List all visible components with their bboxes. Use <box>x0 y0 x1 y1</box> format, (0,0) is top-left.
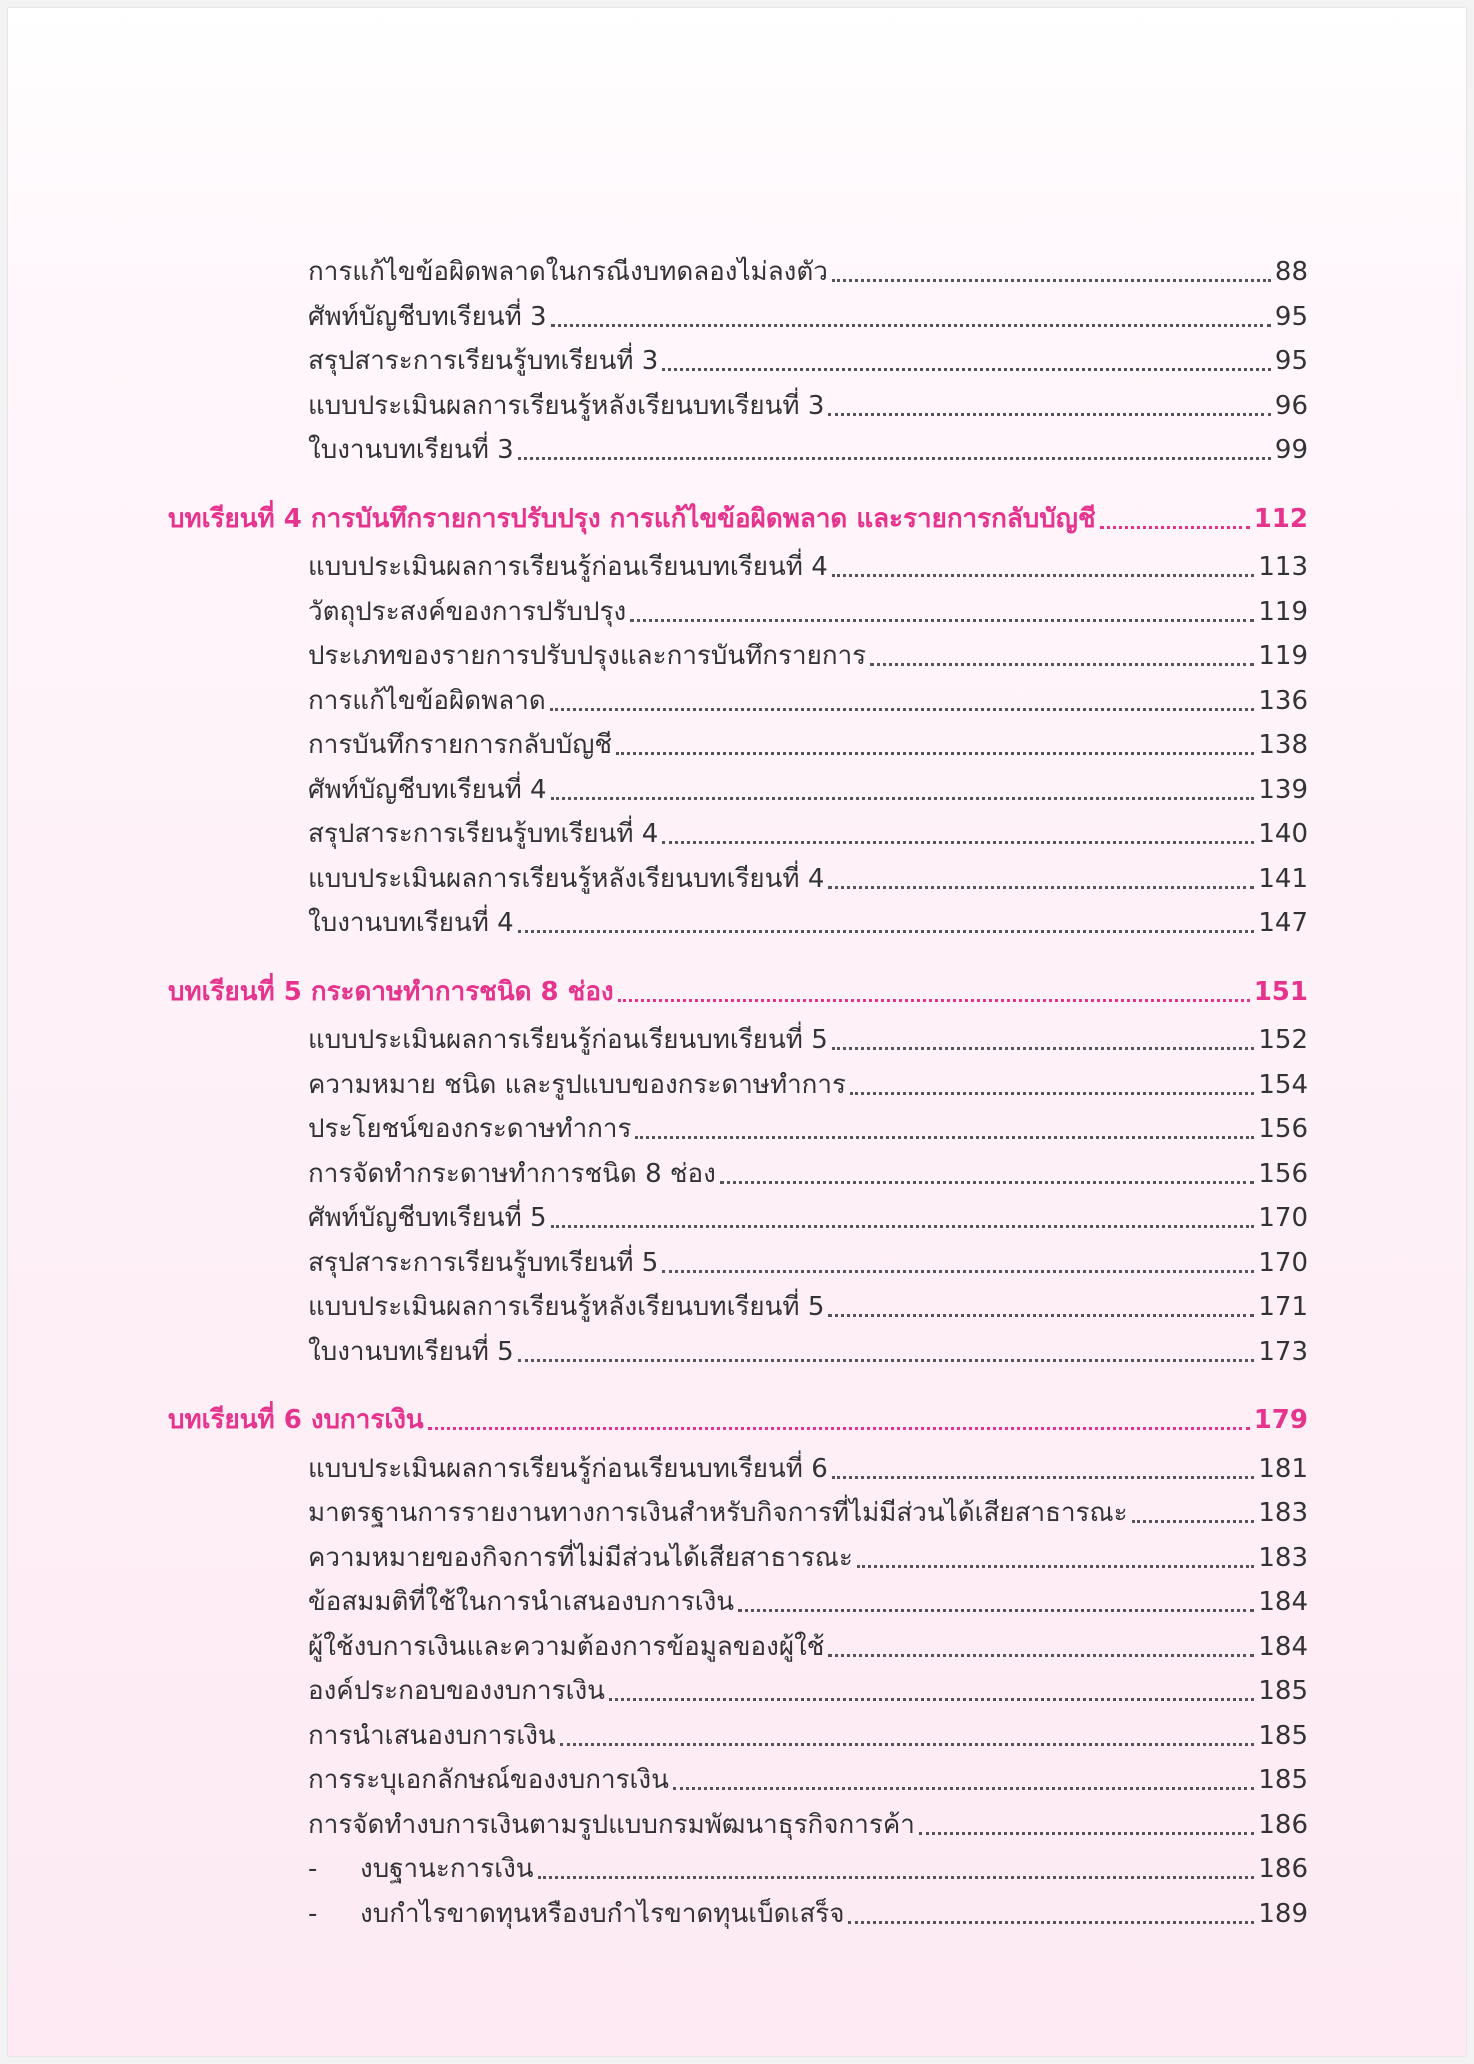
dot-leader <box>518 930 1255 933</box>
toc-page-number: 113 <box>1258 552 1308 582</box>
toc-entry <box>308 1199 1308 1237</box>
toc-page-number: 139 <box>1258 775 1308 805</box>
toc-page-number: 171 <box>1258 1292 1308 1322</box>
dot-leader <box>828 413 1271 416</box>
toc-entry <box>308 593 1308 631</box>
toc-entry-title: สรุปสาระการเรียนรู้บทเรียนที่ 4 <box>308 819 659 849</box>
toc-entry <box>308 815 1308 853</box>
toc-page-number: 138 <box>1258 730 1308 760</box>
toc-entry-title: ใบงานบทเรียนที่ 3 <box>308 435 514 465</box>
toc-entry <box>308 1539 1308 1577</box>
toc-entry <box>308 771 1308 809</box>
dot-leader <box>560 1743 1255 1746</box>
toc-page-number: 183 <box>1258 1498 1308 1528</box>
dot-leader <box>870 663 1254 666</box>
dot-leader <box>1132 1520 1255 1523</box>
toc-entry <box>308 1806 1308 1844</box>
toc-page-number: 95 <box>1274 346 1308 376</box>
toc-entry-title: แบบประเมินผลการเรียนรู้ก่อนเรียนบทเรียนที่ 4 <box>308 552 828 582</box>
dot-leader <box>720 1181 1255 1184</box>
dot-leader <box>630 619 1254 622</box>
toc-chapter-entry <box>168 973 1308 1011</box>
dot-leader <box>662 1270 1254 1273</box>
toc-entry <box>308 1244 1308 1282</box>
toc-entry <box>308 637 1308 675</box>
toc-entry-title: บทเรียนที่ 4 การบันทึกรายการปรับปรุง การแก้ไขข้อผิดพลาด และรายการกลับบัญชี <box>168 504 1096 534</box>
toc-entry <box>308 904 1308 942</box>
toc-entry-title: มาตรฐานการรายงานทางการเงินสำหรับกิจการที่ไม่มีส่วนได้เสียสาธารณะ <box>308 1498 1128 1528</box>
toc-page-number: 156 <box>1258 1114 1308 1144</box>
toc-page-number: 151 <box>1253 977 1308 1007</box>
toc-page-number: 185 <box>1258 1721 1308 1751</box>
dot-leader <box>848 1921 1254 1924</box>
toc-entry <box>308 1672 1308 1710</box>
toc-page-number: 156 <box>1258 1159 1308 1189</box>
toc-page-number: 152 <box>1258 1025 1308 1055</box>
toc-entry-title: ศัพท์บัญชีบทเรียนที่ 3 <box>308 302 547 332</box>
dot-leader <box>428 1427 1250 1430</box>
toc-entry <box>308 1288 1308 1326</box>
toc-entry-title: ความหมายของกิจการที่ไม่มีส่วนได้เสียสาธารณะ <box>308 1543 853 1573</box>
dot-leader <box>738 1609 1254 1612</box>
dot-leader <box>828 1654 1254 1657</box>
toc-entry-title: การจัดทำงบการเงินตามรูปแบบกรมพัฒนาธุรกิจการค้า <box>308 1810 915 1840</box>
toc-entry-title: ประเภทของรายการปรับปรุงและการบันทึกรายการ <box>308 641 867 671</box>
toc-page-number: 185 <box>1258 1676 1308 1706</box>
toc-bullet-dash: - <box>308 1854 318 1884</box>
toc-page-number: 179 <box>1253 1405 1308 1435</box>
toc-chapter-entry <box>168 1401 1308 1439</box>
toc-entry-title: การระบุเอกลักษณ์ของงบการเงิน <box>308 1765 669 1795</box>
toc-entry-title: การแก้ไขข้อผิดพลาดในกรณีงบทดลองไม่ลงตัว <box>308 257 828 287</box>
toc-entry <box>308 1628 1308 1666</box>
toc-chapter-entry <box>168 500 1308 538</box>
dot-leader <box>551 1225 1255 1228</box>
toc-entry-title: การจัดทำกระดาษทำการชนิด 8 ช่อง <box>308 1159 716 1189</box>
toc-page-number: 186 <box>1258 1854 1308 1884</box>
document-page <box>8 8 1466 2056</box>
dot-leader <box>635 1136 1254 1139</box>
toc-bullet-dash: - <box>308 1899 318 1929</box>
toc-page-number: 185 <box>1258 1765 1308 1795</box>
toc-entry-title: ใบงานบทเรียนที่ 5 <box>308 1337 514 1367</box>
toc-entry <box>308 1717 1308 1755</box>
dot-leader <box>538 1876 1255 1879</box>
dot-leader <box>673 1787 1254 1790</box>
dot-leader <box>857 1565 1254 1568</box>
toc-entry-title: ใบงานบทเรียนที่ 4 <box>308 908 514 938</box>
toc-entry <box>308 1895 1308 1933</box>
toc-page-number: 170 <box>1258 1248 1308 1278</box>
toc-entry-title: ผู้ใช้งบการเงินและความต้องการข้อมูลของผู้ใช้ <box>308 1632 825 1662</box>
dot-leader <box>551 324 1271 327</box>
toc-entry-title: งบกำไรขาดทุนหรืองบกำไรขาดทุนเบ็ดเสร็จ <box>360 1899 845 1929</box>
toc-entry <box>308 1110 1308 1148</box>
toc-page-number: 183 <box>1258 1543 1308 1573</box>
toc-entry <box>308 431 1308 469</box>
toc-entry <box>308 548 1308 586</box>
toc-entry-title: สรุปสาระการเรียนรู้บทเรียนที่ 3 <box>308 346 659 376</box>
toc-entry-title: ความหมาย ชนิด และรูปแบบของกระดาษทำการ <box>308 1070 846 1100</box>
toc-entry <box>308 860 1308 898</box>
toc-entry-title: แบบประเมินผลการเรียนรู้หลังเรียนบทเรียนที่ 3 <box>308 391 825 421</box>
toc-entry-title: ศัพท์บัญชีบทเรียนที่ 5 <box>308 1203 547 1233</box>
toc-entry <box>308 1155 1308 1193</box>
toc-entry <box>308 1850 1308 1888</box>
dot-leader <box>1100 526 1250 529</box>
toc-entry <box>308 342 1308 380</box>
toc-entry <box>308 1494 1308 1532</box>
dot-leader <box>551 797 1255 800</box>
toc-page-number: 147 <box>1258 908 1308 938</box>
dot-leader <box>832 574 1255 577</box>
toc-entry-title: องค์ประกอบของงบการเงิน <box>308 1676 605 1706</box>
toc-entry-title: บทเรียนที่ 5 กระดาษทำการชนิด 8 ช่อง <box>168 977 614 1007</box>
toc-page-number: 154 <box>1258 1070 1308 1100</box>
toc-entry <box>308 1761 1308 1799</box>
dot-leader <box>609 1698 1254 1701</box>
toc-entry <box>308 682 1308 720</box>
dot-leader <box>616 752 1254 755</box>
toc-entry-title: แบบประเมินผลการเรียนรู้หลังเรียนบทเรียนที่ 4 <box>308 864 825 894</box>
toc-entry-title: แบบประเมินผลการเรียนรู้หลังเรียนบทเรียนที่ 5 <box>308 1292 825 1322</box>
dot-leader <box>850 1092 1254 1095</box>
dot-leader <box>828 886 1254 889</box>
toc-page-number: 181 <box>1258 1454 1308 1484</box>
toc-page-number: 112 <box>1253 504 1308 534</box>
toc-entry <box>308 1450 1308 1488</box>
toc-entry <box>308 726 1308 764</box>
dot-leader <box>662 841 1254 844</box>
toc-entry-title: วัตถุประสงค์ของการปรับปรุง <box>308 597 627 627</box>
toc-entry-title: งบฐานะการเงิน <box>360 1854 534 1884</box>
toc-page-number: 173 <box>1258 1337 1308 1367</box>
toc-page-number: 136 <box>1258 686 1308 716</box>
toc-page-number: 141 <box>1258 864 1308 894</box>
dot-leader <box>618 999 1250 1002</box>
dot-leader <box>518 1359 1255 1362</box>
toc-entry <box>308 253 1308 291</box>
toc-page-number: 184 <box>1258 1587 1308 1617</box>
toc-entry <box>308 1583 1308 1621</box>
toc-entry-title: สรุปสาระการเรียนรู้บทเรียนที่ 5 <box>308 1248 659 1278</box>
toc-page-number: 95 <box>1274 302 1308 332</box>
toc-entry-title: แบบประเมินผลการเรียนรู้ก่อนเรียนบทเรียนที่ 5 <box>308 1025 828 1055</box>
dot-leader <box>832 1047 1255 1050</box>
toc-entry-title: บทเรียนที่ 6 งบการเงิน <box>168 1405 424 1435</box>
toc-entry <box>308 1333 1308 1371</box>
toc-page-number: 184 <box>1258 1632 1308 1662</box>
dot-leader <box>919 1832 1255 1835</box>
toc-entry <box>308 1021 1308 1059</box>
toc-page-number: 186 <box>1258 1810 1308 1840</box>
toc-entry-title: การนำเสนองบการเงิน <box>308 1721 556 1751</box>
toc-entry-title: ศัพท์บัญชีบทเรียนที่ 4 <box>308 775 547 805</box>
dot-leader <box>832 279 1271 282</box>
toc-entry-title: การบันทึกรายการกลับบัญชี <box>308 730 613 760</box>
dot-leader <box>518 457 1271 460</box>
toc-entry <box>308 1066 1308 1104</box>
toc-entry <box>308 387 1308 425</box>
toc-page-number: 96 <box>1274 391 1308 421</box>
dot-leader <box>550 708 1255 711</box>
toc-entry-title: ข้อสมมติที่ใช้ในการนำเสนองบการเงิน <box>308 1587 735 1617</box>
toc-entry <box>308 298 1308 336</box>
dot-leader <box>828 1314 1254 1317</box>
toc-entry-title: การแก้ไขข้อผิดพลาด <box>308 686 546 716</box>
toc-page-number: 189 <box>1258 1899 1308 1929</box>
toc-page-number: 119 <box>1258 597 1308 627</box>
toc-page-number: 170 <box>1258 1203 1308 1233</box>
toc-page-number: 99 <box>1274 435 1308 465</box>
toc-entry-title: ประโยชน์ของกระดาษทำการ <box>308 1114 632 1144</box>
toc-page-number: 88 <box>1274 257 1308 287</box>
toc-entry-title: แบบประเมินผลการเรียนรู้ก่อนเรียนบทเรียนที่ 6 <box>308 1454 828 1484</box>
dot-leader <box>662 368 1271 371</box>
dot-leader <box>832 1476 1255 1479</box>
toc-page-number: 119 <box>1258 641 1308 671</box>
toc-page-number: 140 <box>1258 819 1308 849</box>
